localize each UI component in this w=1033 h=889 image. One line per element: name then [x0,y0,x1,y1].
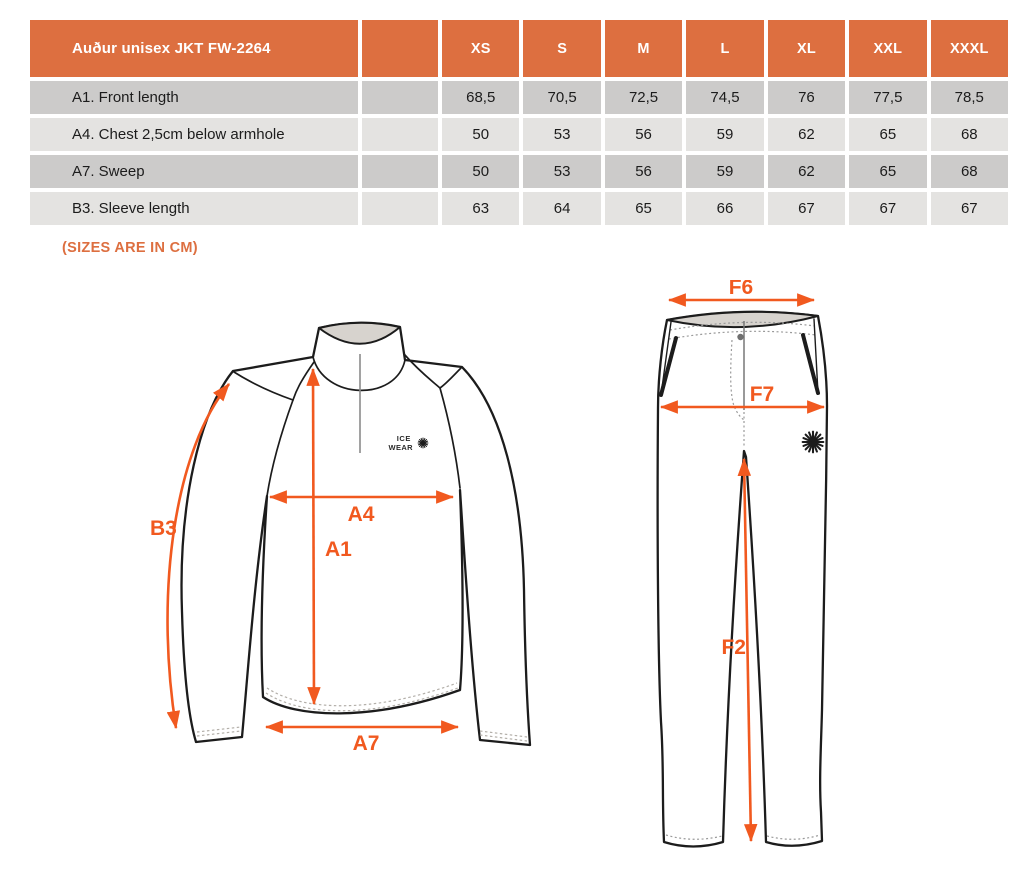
table-value: 70,5 [523,81,600,114]
size-header-xxxl: XXXL [931,20,1008,77]
row-spacer [362,155,438,188]
table-value: 56 [605,155,682,188]
table-value: 62 [768,118,845,151]
table-value: 67 [931,192,1008,225]
size-header-s: S [523,20,600,77]
a7-label: A7 [352,732,380,755]
brand-logo-text: WEAR [388,443,413,452]
table-value: 50 [442,118,519,151]
table-value: 65 [849,118,926,151]
snowflake-icon [803,432,824,453]
snowflake-icon [418,438,428,448]
table-value: 66 [686,192,763,225]
row-label: A7. Sweep [30,155,358,188]
size-header-m: M [605,20,682,77]
table-value: 50 [442,155,519,188]
size-header-xs: XS [442,20,519,77]
table-header-spacer [362,20,438,77]
table-value: 65 [849,155,926,188]
size-table [30,20,1008,225]
table-value: 63 [442,192,519,225]
f6-label: F6 [728,280,754,299]
row-spacer [362,192,438,225]
table-value: 68 [931,118,1008,151]
jacket-outline [182,323,530,745]
table-value: 53 [523,118,600,151]
row-label: B3. Sleeve length [30,192,358,225]
size-header-xxl: XXL [849,20,926,77]
sizes-unit-note: (SIZES ARE IN CM) [62,240,198,256]
table-value: 68 [931,155,1008,188]
size-header-xl: XL [768,20,845,77]
row-label: A1. Front length [30,81,358,114]
a1-label: A1 [325,538,352,561]
table-value: 62 [768,155,845,188]
table-value: 77,5 [849,81,926,114]
table-value: 65 [605,192,682,225]
table-value: 76 [768,81,845,114]
table-value: 53 [523,155,600,188]
b3-label: B3 [150,517,177,540]
table-value: 78,5 [931,81,1008,114]
size-header-l: L [686,20,763,77]
f2-label: F2 [721,636,746,659]
pants-diagram [620,280,920,880]
brand-logo-text: ICE [396,434,411,443]
table-value: 59 [686,118,763,151]
a4-label: A4 [347,503,375,526]
jacket-diagram [130,290,570,770]
table-value: 59 [686,155,763,188]
table-value: 74,5 [686,81,763,114]
table-title: Auður unisex JKT FW-2264 [30,20,358,77]
row-spacer [362,118,438,151]
pants-outline [658,312,827,847]
table-value: 64 [523,192,600,225]
table-value: 67 [849,192,926,225]
row-spacer [362,81,438,114]
row-label: A4. Chest 2,5cm below armhole [30,118,358,151]
table-value: 68,5 [442,81,519,114]
table-value: 72,5 [605,81,682,114]
a1-arrow [313,369,314,704]
table-value: 56 [605,118,682,151]
waist-button [737,334,743,340]
table-value: 67 [768,192,845,225]
f7-label: F7 [749,383,775,406]
